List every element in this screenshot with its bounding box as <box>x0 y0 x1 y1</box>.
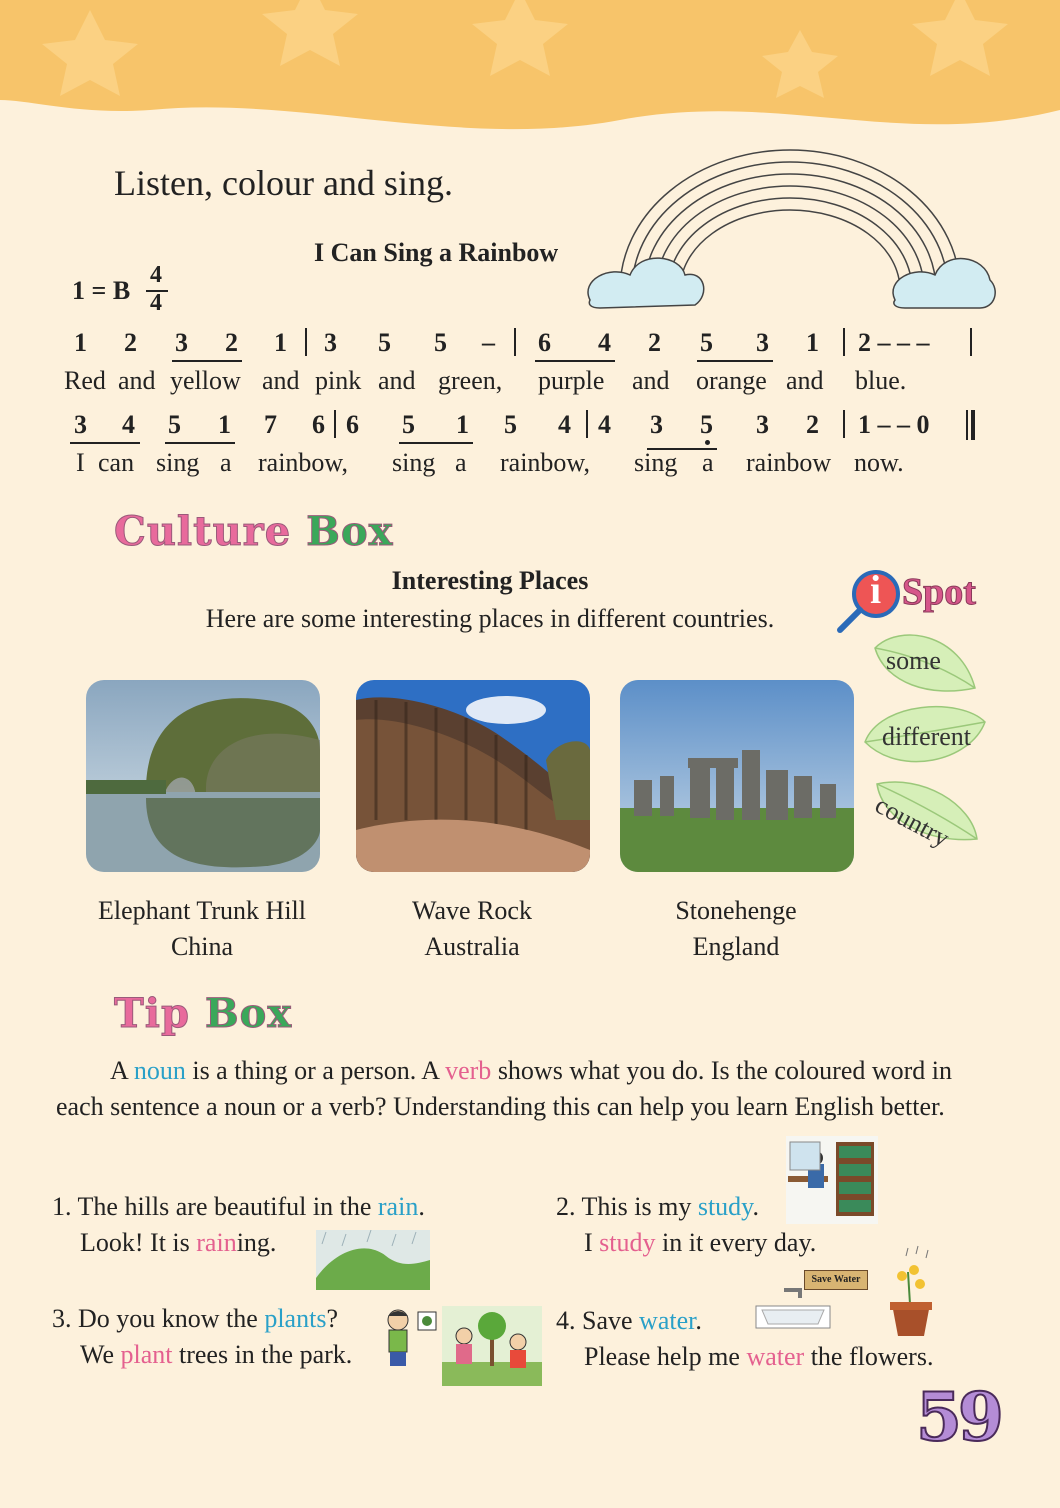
place-name: Wave Rock <box>412 896 532 925</box>
place-country: China <box>170 932 234 961</box>
rainy-hill-illustration <box>316 1230 430 1290</box>
note: 3 <box>74 410 87 439</box>
beam <box>535 360 615 362</box>
elephant-trunk-hill-photo <box>86 680 320 872</box>
lyric: sing <box>634 448 678 477</box>
lyric: and <box>378 366 416 395</box>
lyric: rainbow, <box>258 448 349 477</box>
time-signature-bottom: 4 <box>150 290 162 316</box>
save-water-sink-illustration <box>754 1270 861 1334</box>
sentence-3a: 3. Do you know the plants? <box>52 1304 338 1333</box>
ispot-word: some <box>886 646 941 675</box>
tip-paragraph-line-2: each sentence a noun or a verb? Understanding this can help you learn English better. <box>56 1092 945 1121</box>
note: 6 <box>312 410 325 439</box>
lyric: rainbow, <box>500 448 591 477</box>
culture-box-subtitle: Here are some interesting places in different countries. <box>205 604 775 633</box>
note: 1 <box>218 410 231 439</box>
study-room-illustration <box>786 1136 878 1224</box>
lyric: green, <box>438 366 503 395</box>
lyric: pink <box>315 366 362 395</box>
lyric: and <box>632 366 670 395</box>
note: 6 <box>538 328 551 357</box>
beam <box>165 442 235 444</box>
note: 4 <box>598 328 611 357</box>
place-country: Australia <box>424 932 520 961</box>
lyric: now. <box>854 448 904 477</box>
culture-box-label: Culture Box <box>114 508 394 555</box>
lyric: can <box>98 448 135 477</box>
note: 4 <box>558 410 571 439</box>
lyric: and <box>118 366 156 395</box>
note: 2 <box>225 328 238 357</box>
sentence-3b: We plant trees in the park. <box>80 1340 353 1369</box>
bar-line <box>843 328 845 356</box>
note: 3 <box>324 328 337 357</box>
note: 5 <box>700 410 713 439</box>
lyric: a <box>220 448 232 477</box>
bar-line <box>970 328 972 356</box>
place-name: Elephant Trunk Hill <box>97 896 306 925</box>
instruction-heading: Listen, colour and sing. <box>114 163 453 203</box>
flower-pot-illustration <box>884 1244 940 1338</box>
note: 5 <box>434 328 447 357</box>
lyric: sing <box>392 448 436 477</box>
time-signature-top: 4 <box>150 262 162 288</box>
note: 6 <box>346 410 359 439</box>
lyric: yellow <box>170 366 241 395</box>
beam <box>70 442 140 444</box>
lyric: I <box>76 448 85 477</box>
ispot-word: country <box>870 790 955 853</box>
beam <box>697 360 773 362</box>
note: 5 <box>700 328 713 357</box>
note: 2 <box>124 328 137 357</box>
header-band <box>0 0 1060 150</box>
note: 3 <box>756 328 769 357</box>
culture-box-title: Interesting Places <box>391 566 589 595</box>
song-title: I Can Sing a Rainbow <box>314 238 559 267</box>
bar-line <box>514 328 516 356</box>
stonehenge-photo <box>620 680 854 872</box>
sentence-1b: Look! It is raining. <box>80 1228 277 1257</box>
note: 2 – – – <box>858 328 930 357</box>
save-water-sign: Save Water <box>804 1270 868 1290</box>
note: 1 <box>74 328 87 357</box>
note: 4 <box>598 410 611 439</box>
bar-line <box>586 410 588 438</box>
tip-box-label: Tip Box <box>114 990 293 1037</box>
bar-line <box>305 328 307 356</box>
ispot-word: different <box>882 722 972 751</box>
note: 2 <box>648 328 661 357</box>
sentence-1a: 1. The hills are beautiful in the rain. <box>52 1192 425 1221</box>
note: 1 – – 0 <box>858 410 930 439</box>
beam <box>172 360 242 362</box>
lyric: blue. <box>855 366 907 395</box>
note: 3 <box>175 328 188 357</box>
lyric: a <box>702 448 714 477</box>
kids-planting-tree-illustration <box>442 1306 542 1386</box>
lyric: and <box>786 366 824 395</box>
boy-pointing-illustration <box>380 1306 440 1368</box>
wave-rock-photo <box>356 680 590 872</box>
end-bar-line-thin <box>966 410 968 440</box>
end-bar-line-thick <box>971 410 975 440</box>
bar-line <box>334 410 336 438</box>
note: 7 <box>264 410 277 439</box>
note: 1 <box>456 410 469 439</box>
lyric: sing <box>156 448 200 477</box>
lyric: rainbow <box>746 448 832 477</box>
note: 5 <box>402 410 415 439</box>
lyric: orange <box>696 366 767 395</box>
note: 5 <box>378 328 391 357</box>
beam <box>399 442 473 444</box>
place-name: Stonehenge <box>675 896 797 925</box>
sentence-4b: Please help me water the flowers. <box>584 1342 934 1371</box>
lyric: and <box>262 366 300 395</box>
sentence-2b: I study in it every day. <box>584 1228 817 1257</box>
note: 1 <box>806 328 819 357</box>
ispot-label: i Spot <box>836 566 996 636</box>
note: 3 <box>756 410 769 439</box>
lyric: a <box>455 448 467 477</box>
sentence-2a: 2. This is my study. <box>556 1192 759 1221</box>
place-country: England <box>692 932 780 961</box>
bar-line <box>843 410 845 438</box>
note-dash: – <box>482 328 495 357</box>
note: 1 <box>274 328 287 357</box>
lyric: purple <box>538 366 605 395</box>
note: 4 <box>122 410 135 439</box>
lyric: Red <box>64 366 106 395</box>
page-number: 59 <box>916 1378 1000 1456</box>
note: 2 <box>806 410 819 439</box>
tip-paragraph-line-1: A noun is a thing or a person. A verb shows what you do. Is the coloured word in <box>110 1056 953 1085</box>
key-signature: 1 = B <box>72 276 131 305</box>
low-octave-dot <box>705 440 710 445</box>
note: 5 <box>504 410 517 439</box>
sentence-4a: 4. Save water. <box>556 1306 702 1335</box>
note: 5 <box>168 410 181 439</box>
rainbow-outline-image <box>580 140 1000 320</box>
note: 3 <box>650 410 663 439</box>
